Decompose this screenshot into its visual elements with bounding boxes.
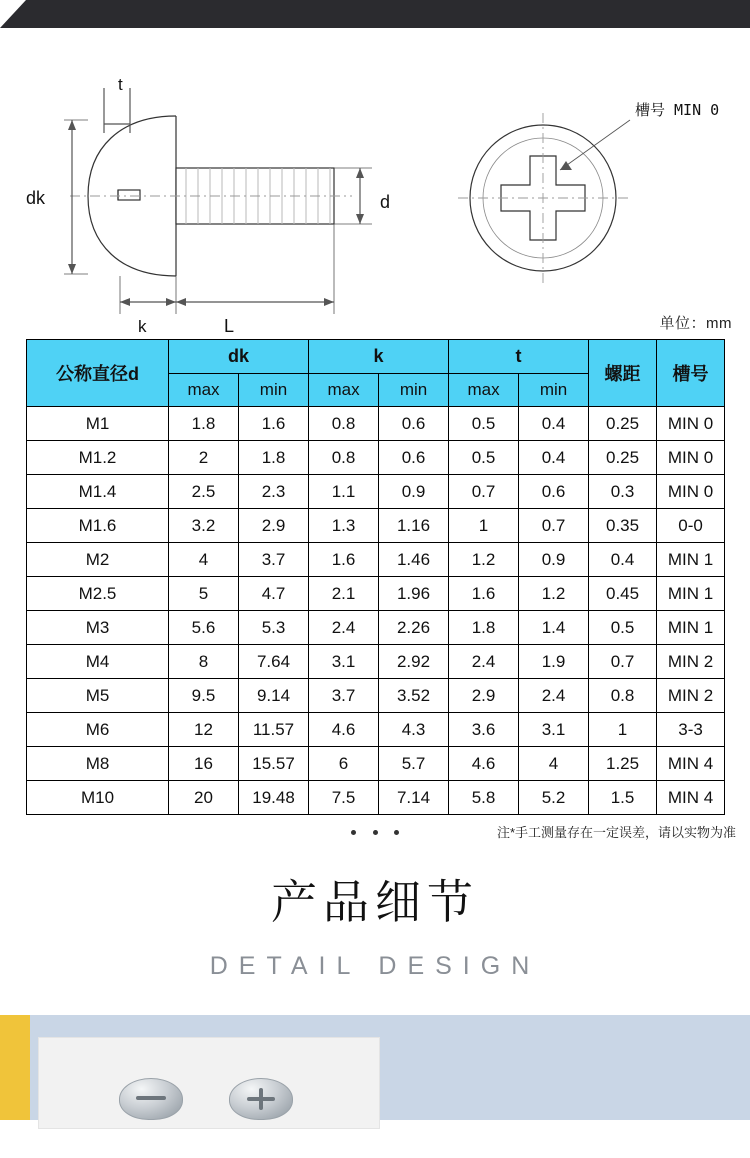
cell-slot: MIN 4 [657,747,725,781]
yellow-strip [0,1015,30,1120]
label-k: k [138,317,147,336]
cell-slot: 0-0 [657,509,725,543]
cell-t-max: 0.5 [449,441,519,475]
cell-k-min: 1.46 [379,543,449,577]
cell-k-max: 0.8 [309,441,379,475]
cell-diameter: M1.6 [27,509,169,543]
cell-t-min: 4 [519,747,589,781]
cell-t-min: 0.4 [519,407,589,441]
cell-k-max: 2.1 [309,577,379,611]
cell-dk-max: 1.8 [169,407,239,441]
cell-dk-max: 12 [169,713,239,747]
measurement-note: 注*手工测量存在一定误差，请以实物为准 [496,825,736,840]
cell-diameter: M10 [27,781,169,815]
cell-t-min: 1.4 [519,611,589,645]
cell-diameter: M2.5 [27,577,169,611]
header-t-max: max [449,374,519,407]
cell-slot: MIN 1 [657,543,725,577]
cell-dk-min: 19.48 [239,781,309,815]
cell-dk-max: 4 [169,543,239,577]
table-body [27,407,725,815]
cell-k-max: 1.3 [309,509,379,543]
header-t-min: min [519,374,589,407]
table-row [27,611,725,645]
cell-t-max: 4.6 [449,747,519,781]
cell-k-min: 2.26 [379,611,449,645]
cell-pitch: 1 [589,713,657,747]
cell-diameter: M6 [27,713,169,747]
cell-k-max: 1.6 [309,543,379,577]
table-row [27,747,725,781]
cell-t-min: 1.9 [519,645,589,679]
cell-dk-max: 8 [169,645,239,679]
table-row [27,475,725,509]
cell-dk-min: 7.64 [239,645,309,679]
cell-dk-min: 1.6 [239,407,309,441]
label-L: L [224,316,235,336]
cell-k-min: 3.52 [379,679,449,713]
cross-mark-vertical [259,1088,263,1110]
header-dk-min: min [239,374,309,407]
cell-slot: MIN 4 [657,781,725,815]
cell-t-max: 1.8 [449,611,519,645]
cell-pitch: 0.45 [589,577,657,611]
cell-k-min: 1.16 [379,509,449,543]
section-title-cn: 产品细节 [271,876,479,928]
table-row [27,679,725,713]
decorative-dots [0,824,750,838]
table-row [27,577,725,611]
table-row [27,441,725,475]
header-slot-no: 槽号 [657,340,725,407]
corner-notch [0,0,26,28]
phillips-screw-head-image [229,1078,293,1120]
cell-dk-max: 16 [169,747,239,781]
cell-k-min: 0.6 [379,441,449,475]
label-t: t [118,75,123,94]
cell-diameter: M5 [27,679,169,713]
header-dk: dk [169,340,309,374]
cell-k-min: 7.14 [379,781,449,815]
cell-dk-min: 3.7 [239,543,309,577]
dot [394,830,399,835]
label-d: d [380,192,391,212]
header-dk-max: max [169,374,239,407]
cell-k-max: 4.6 [309,713,379,747]
cell-dk-max: 2.5 [169,475,239,509]
cell-t-max: 3.6 [449,713,519,747]
cell-slot: MIN 0 [657,475,725,509]
cell-k-max: 3.7 [309,679,379,713]
cell-k-min: 5.7 [379,747,449,781]
label-slot-callout: 槽号 MIN 0 [635,101,720,119]
section-title-en: DETAIL DESIGN [209,952,541,980]
detail-photo-band [0,1015,750,1120]
cell-t-max: 5.8 [449,781,519,815]
cell-k-max: 0.8 [309,407,379,441]
cell-k-min: 0.6 [379,407,449,441]
cell-diameter: M1.2 [27,441,169,475]
cell-t-min: 0.6 [519,475,589,509]
dot [351,830,356,835]
top-dark-bar [0,0,750,28]
cell-dk-max: 20 [169,781,239,815]
cell-k-max: 2.4 [309,611,379,645]
cell-dk-min: 5.3 [239,611,309,645]
cell-dk-max: 5.6 [169,611,239,645]
cell-k-min: 1.96 [379,577,449,611]
cell-slot: MIN 0 [657,441,725,475]
cell-pitch: 0.25 [589,441,657,475]
table-row [27,407,725,441]
cell-slot: MIN 0 [657,407,725,441]
table-row [27,781,725,815]
table-head [27,340,725,407]
cell-diameter: M1 [27,407,169,441]
table-row [27,645,725,679]
cell-t-max: 1.6 [449,577,519,611]
header-row-groups [27,340,725,374]
cell-dk-max: 3.2 [169,509,239,543]
cell-dk-min: 1.8 [239,441,309,475]
cell-diameter: M2 [27,543,169,577]
spec-table-wrap [0,339,750,815]
header-k-max: max [309,374,379,407]
cell-dk-min: 4.7 [239,577,309,611]
slot-mark [136,1096,166,1100]
cell-dk-min: 11.57 [239,713,309,747]
cell-k-min: 0.9 [379,475,449,509]
cell-k-max: 3.1 [309,645,379,679]
cell-t-max: 1 [449,509,519,543]
cell-pitch: 0.3 [589,475,657,509]
cell-pitch: 1.25 [589,747,657,781]
product-photo [38,1037,380,1129]
cell-t-min: 0.7 [519,509,589,543]
cell-pitch: 0.5 [589,611,657,645]
cell-k-max: 7.5 [309,781,379,815]
cell-pitch: 0.8 [589,679,657,713]
cell-t-max: 2.4 [449,645,519,679]
header-k: k [309,340,449,374]
cell-slot: MIN 2 [657,679,725,713]
cell-pitch: 0.25 [589,407,657,441]
cell-t-max: 0.7 [449,475,519,509]
dot [373,830,378,835]
cell-pitch: 0.35 [589,509,657,543]
cell-diameter: M4 [27,645,169,679]
cell-t-min: 3.1 [519,713,589,747]
cell-slot: MIN 2 [657,645,725,679]
cell-k-min: 4.3 [379,713,449,747]
cell-dk-max: 9.5 [169,679,239,713]
cell-slot: MIN 1 [657,577,725,611]
header-pitch: 螺距 [589,340,657,407]
header-t: t [449,340,589,374]
cell-t-min: 5.2 [519,781,589,815]
cell-k-max: 1.1 [309,475,379,509]
cell-t-min: 0.9 [519,543,589,577]
cell-slot: MIN 1 [657,611,725,645]
cell-diameter: M1.4 [27,475,169,509]
header-nominal-diameter: 公称直径d [27,340,169,407]
unit-label: 单位：mm [659,315,732,332]
slotted-screw-head-image [119,1078,183,1120]
cell-pitch: 1.5 [589,781,657,815]
table-row [27,713,725,747]
cell-dk-min: 2.9 [239,509,309,543]
cell-diameter: M3 [27,611,169,645]
cell-dk-max: 2 [169,441,239,475]
cell-pitch: 0.7 [589,645,657,679]
table-row [27,509,725,543]
cell-dk-min: 2.3 [239,475,309,509]
cell-dk-min: 9.14 [239,679,309,713]
screw-photo-group [99,1078,349,1158]
specification-table [26,339,725,815]
table-row [27,543,725,577]
cell-pitch: 0.4 [589,543,657,577]
cell-t-max: 1.2 [449,543,519,577]
cell-slot: 3-3 [657,713,725,747]
cell-k-max: 6 [309,747,379,781]
cell-t-max: 2.9 [449,679,519,713]
cell-t-min: 1.2 [519,577,589,611]
cell-dk-max: 5 [169,577,239,611]
cell-t-min: 0.4 [519,441,589,475]
cell-dk-min: 15.57 [239,747,309,781]
label-dk: dk [26,188,46,208]
cell-diameter: M8 [27,747,169,781]
cell-k-min: 2.92 [379,645,449,679]
cell-t-max: 0.5 [449,407,519,441]
header-k-min: min [379,374,449,407]
cell-t-min: 2.4 [519,679,589,713]
